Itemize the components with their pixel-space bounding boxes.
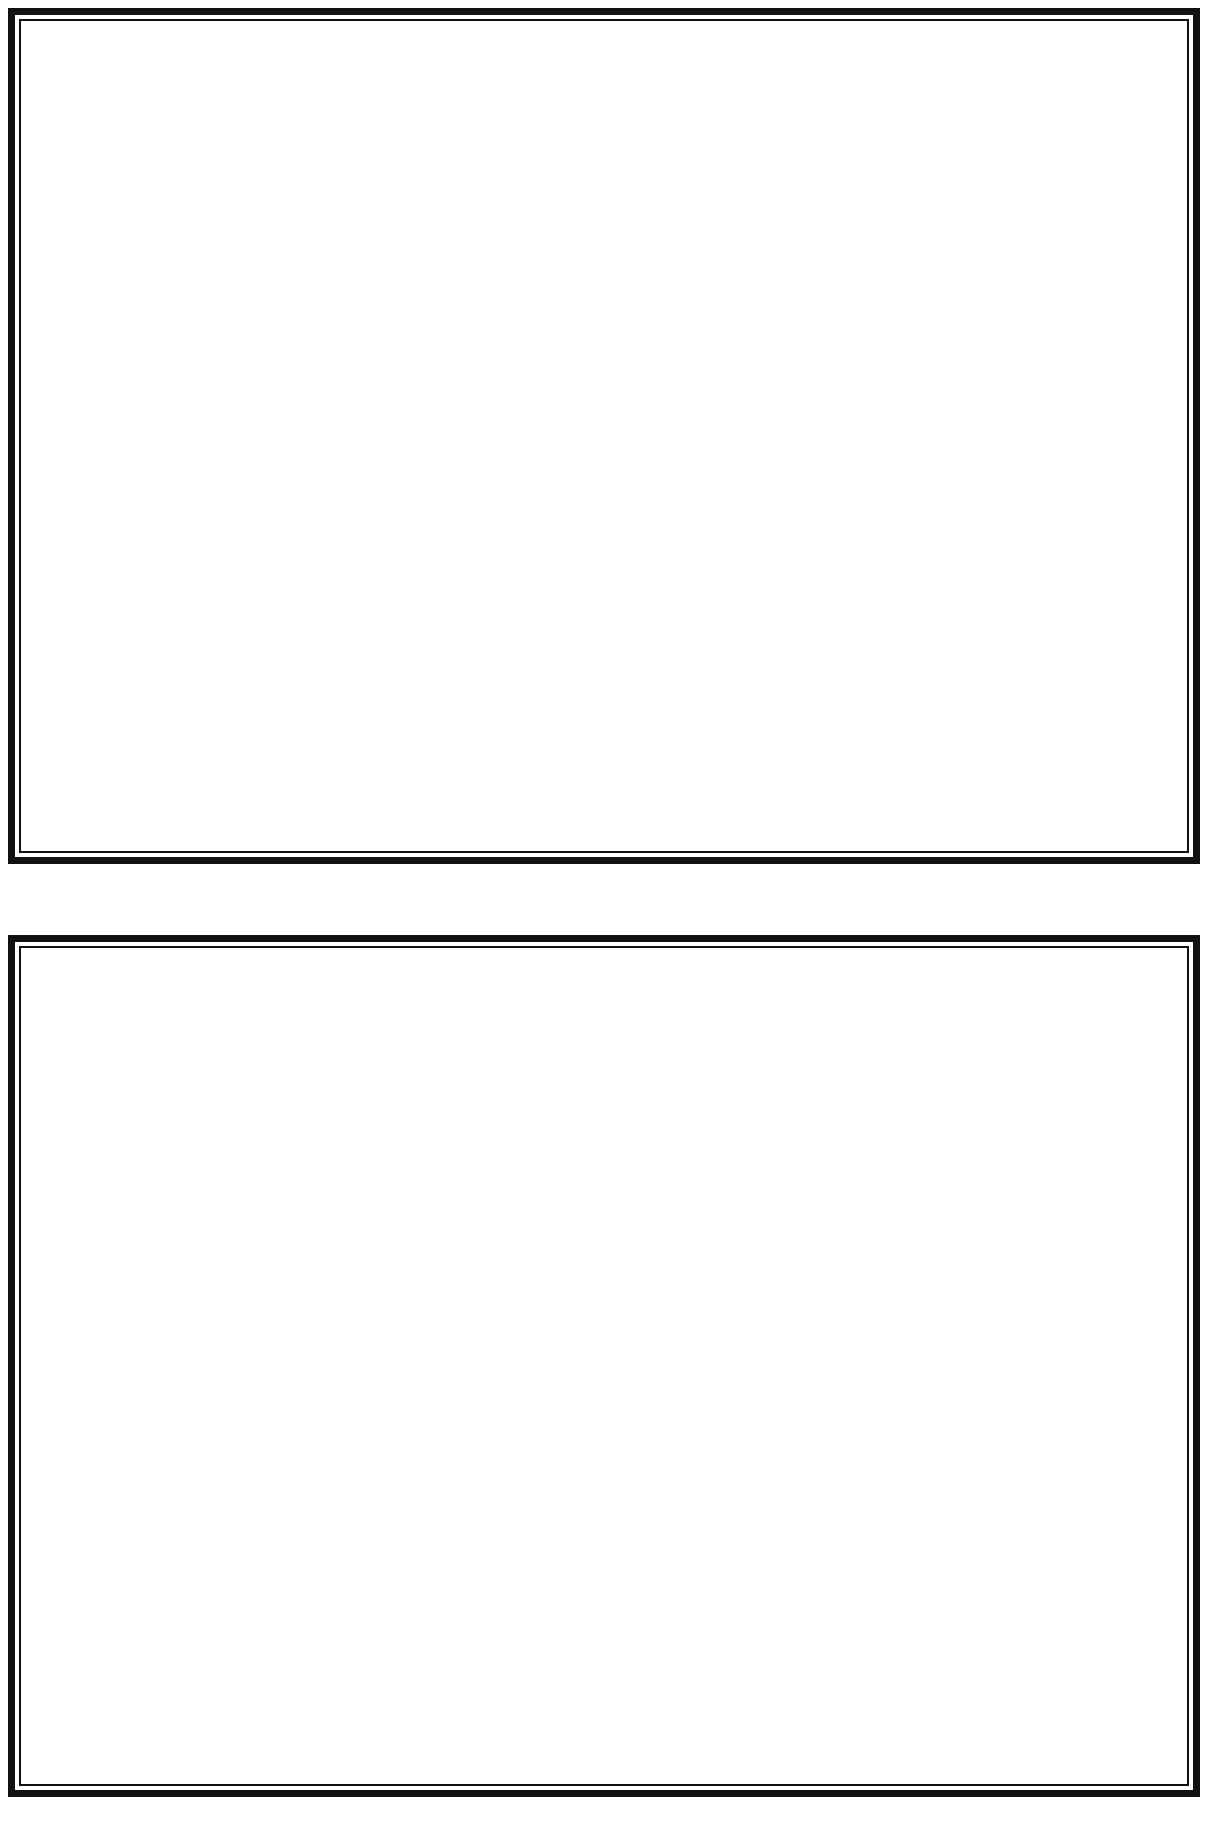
lower-leaf: [8, 935, 1200, 1797]
lower-leaf-columns: [21, 948, 1187, 1784]
upper-leaf-columns: [21, 21, 1187, 851]
upper-leaf: [8, 8, 1200, 864]
